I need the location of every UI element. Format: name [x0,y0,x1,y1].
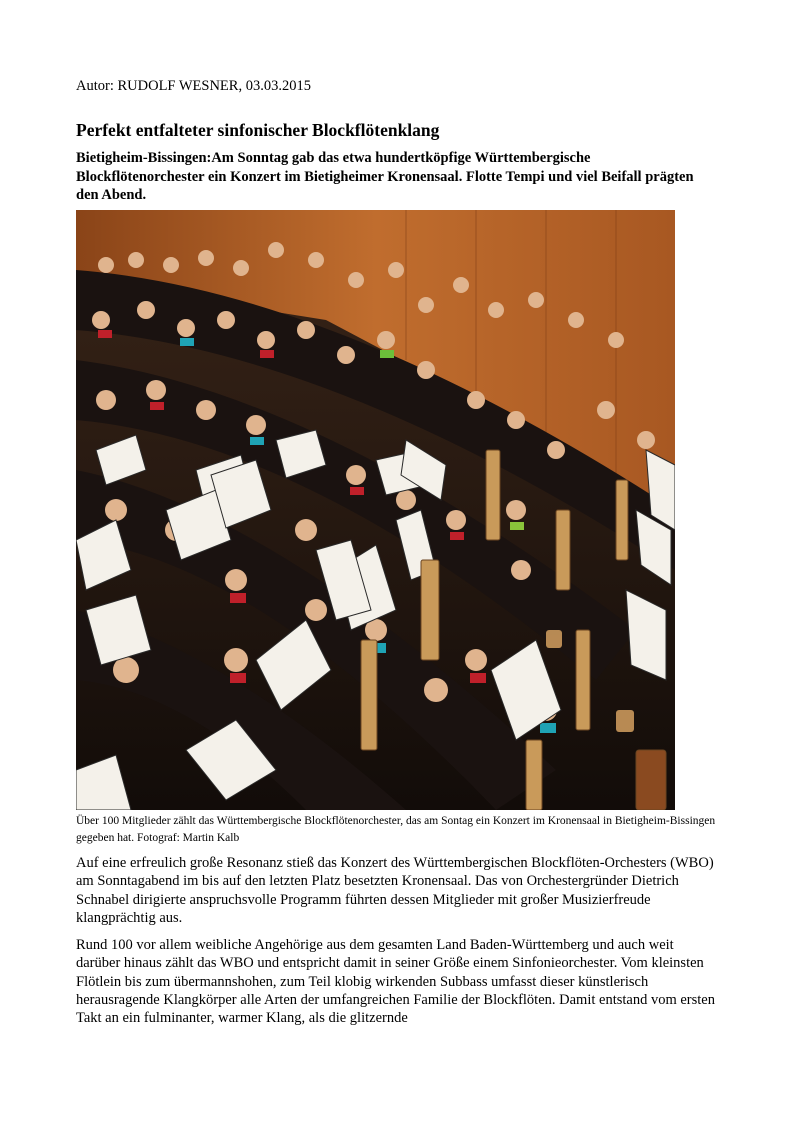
orchestra-photo-illustration [76,210,675,810]
author-line: Autor: RUDOLF WESNER, 03.03.2015 [76,78,311,94]
article-lead: Bietigheim-Bissingen:Am Sonntag gab das etwa hundertköpfige Württembergische Blockflötenorchester ein Konzert im Bietigheimer Kronensaal. Flotte Tempi und viel Beifall prägten den Abend. [76,150,694,203]
article-headline: Perfekt entfalteter sinfonischer Blockflötenklang [76,120,440,140]
photo-caption: Über 100 Mitglieder zählt das Württembergische Blockflötenorchester, das am Sontag ein Konzert im Kronensaal in Bietigheim-Bissingen gegeben hat. Fotograf: Martin Kalb [76,815,716,844]
body-paragraph-2: Rund 100 vor allem weibliche Angehörige aus dem gesamten Land Baden-Württemberg und auch weit darüber hinaus zählt das WBO und entspricht damit in seiner Größe einem Sinfonieorchester. Vom kleinsten Flötlein bis zum übermannshohen, zum Teil klobig wirkenden Subbass umfasst dieser künstlerisch herausragende Klangkörper alle Arten der umfangreichen Familie der Blockflöten. Damit entstand vom ersten Takt an ein fulminanter, warmer Klang, als die glitzernde [76,937,715,1027]
body-paragraph-1: Auf eine erfreulich große Resonanz stieß das Konzert des Württembergischen Blockflöten-Orchesters (WBO) am Sonntagabend im bis auf den letzten Platz besetzten Kronensaal. Das von Orchestergründer Dietrich Schnabel dirigierte anspruchsvolle Programm führten dessen Mitglieder mit großer Musizierfreude klangprächtig aus. [76,855,714,926]
orchestra-photo [76,210,675,810]
